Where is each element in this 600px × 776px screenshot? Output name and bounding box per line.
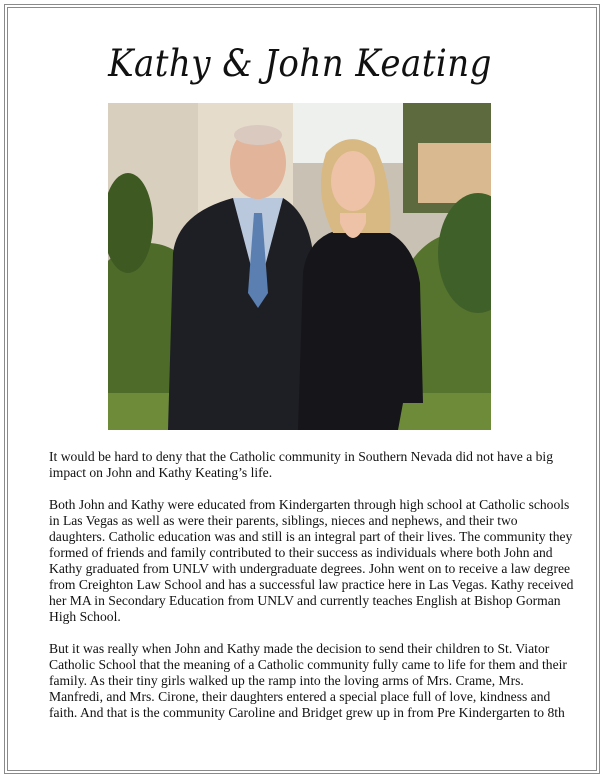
text-line: High School. [49,609,121,624]
paragraph-education [49,497,574,625]
text-line: from Creighton Law School and has a successful law practice here in Las Vegas. Kathy received [49,577,574,592]
text-line: daughters. Catholic education was and still is an integral part of their lives. The community they [49,529,573,544]
paragraph-st-viator [49,641,569,721]
text-line: faith. And that is the community Caroline and Bridget grew up in from Pre Kindergarten to 8th [49,705,565,720]
text-line: Kathy graduated from UNLV with undergraduate degrees. John went on to receive a law degree [49,561,571,576]
text-line: Catholic School that the meaning of a Catholic community fully came to life for them and their [49,657,567,672]
text-line: family. As their tiny girls walked up the ramp into the loving arms of Mrs. Crame, Mrs. [49,673,524,688]
text-line: But it was really when John and Kathy made the decision to send their children to St. Viator [49,641,550,656]
text-line: in Las Vegas as well as were their parents, siblings, nieces and nephews, and their two [49,513,518,528]
text-line: Manfredi, and Mrs. Cirone, their daughters entered a special place full of love, kindness and [49,689,551,704]
text-line: It would be hard to deny that the Catholic community in Southern Nevada did not have a big [49,449,553,464]
paragraph-intro [49,449,569,481]
text-line: Both John and Kathy were educated from Kindergarten through high school at Catholic schools [49,497,570,512]
couple-photo [108,103,491,430]
text-line: formed of friends and family contributed to their success as individuals where both John and [49,545,553,560]
body-text [49,449,574,737]
page-title: Kathy & John Keating [108,42,492,85]
text-line: impact on John and Kathy Keating’s life. [49,465,273,480]
text-line: her MA in Secondary Education from UNLV and currently teaches English at Bishop Gorman [49,593,561,608]
